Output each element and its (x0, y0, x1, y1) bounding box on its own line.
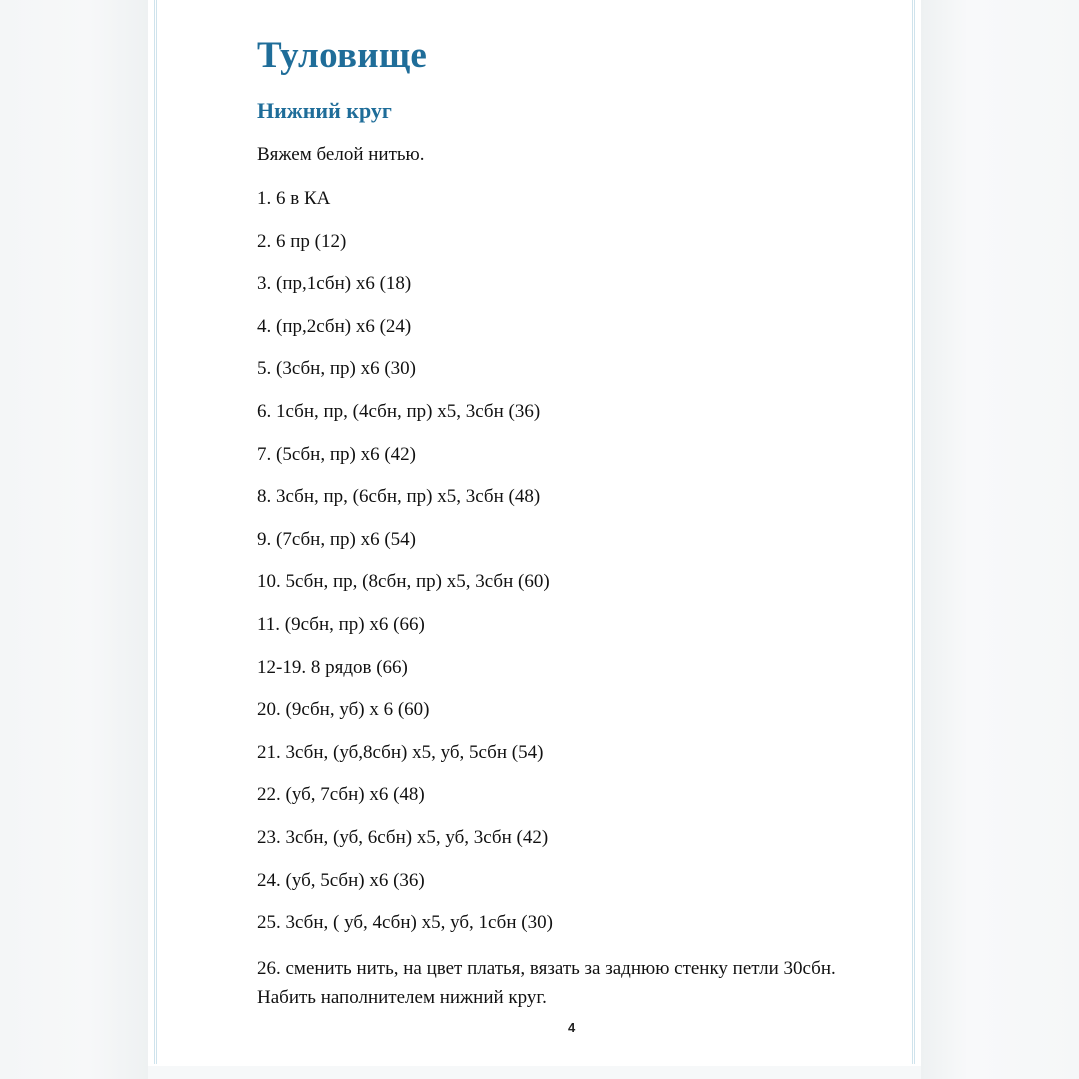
pattern-row: 21. 3сбн, (уб,8сбн) х5, уб, 5сбн (54) (257, 741, 544, 763)
pattern-row-final: 26. сменить нить, на цвет платья, вязать за заднюю стенку петли 30сбн. Набить наполнителем нижний круг. (257, 958, 836, 1008)
section-subtitle: Нижний круг (257, 98, 392, 123)
page-title: Туловище (257, 35, 428, 76)
pattern-row: 3. (пр,1сбн) х6 (18) (257, 273, 412, 295)
pattern-rows-list (257, 186, 897, 953)
pattern-row: 23. 3сбн, (уб, 6сбн) х5, уб, 3сбн (42) (257, 826, 549, 848)
pattern-row: 24. (уб, 5сбн) х6 (36) (257, 869, 425, 891)
page-number: 4 (568, 1020, 576, 1035)
pattern-row: 6. 1сбн, пр, (4сбн, пр) х5, 3сбн (36) (257, 400, 541, 422)
pattern-row: 12-19. 8 рядов (66) (257, 656, 408, 678)
pattern-row: 5. (3сбн, пр) х6 (30) (257, 358, 416, 380)
intro-text: Вяжем белой нитью. (257, 144, 425, 165)
pattern-row: 7. (5сбн, пр) х6 (42) (257, 443, 416, 465)
pattern-row: 11. (9сбн, пр) х6 (66) (257, 613, 425, 635)
pattern-row: 9. (7сбн, пр) х6 (54) (257, 528, 416, 550)
document-page (148, 0, 921, 1068)
pattern-row: 4. (пр,2сбн) х6 (24) (257, 315, 412, 337)
right-background (921, 0, 1079, 1079)
pattern-row: 1. 6 в КА (257, 188, 331, 209)
pattern-row: 20. (9сбн, уб) х 6 (60) (257, 699, 430, 721)
pattern-row: 25. 3сбн, ( уб, 4сбн) х5, уб, 1сбн (30) (257, 912, 553, 934)
pattern-row: 22. (уб, 7сбн) х6 (48) (257, 784, 425, 806)
bottom-strip (148, 1066, 921, 1079)
pattern-row: 10. 5сбн, пр, (8сбн, пр) х5, 3сбн (60) (257, 571, 550, 593)
left-background (0, 0, 148, 1079)
pattern-row: 2. 6 пр (12) (257, 230, 347, 252)
pattern-row: 8. 3сбн, пр, (6сбн, пр) х5, 3сбн (48) (257, 486, 541, 508)
